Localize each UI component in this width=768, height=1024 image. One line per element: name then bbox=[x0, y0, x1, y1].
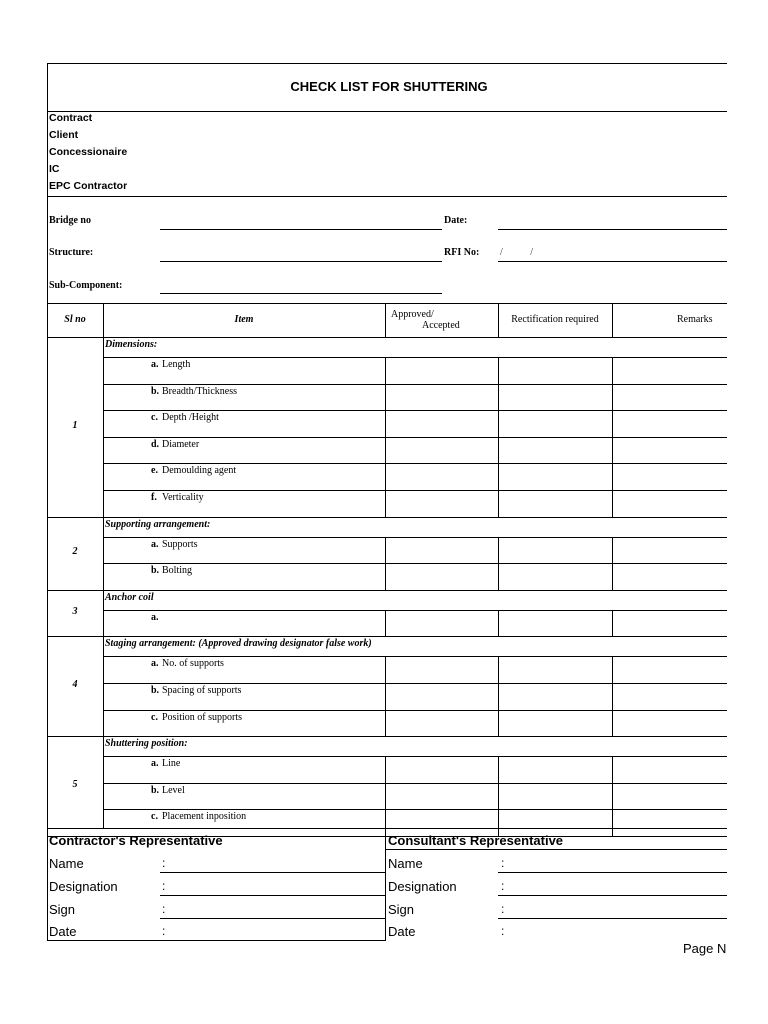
approved-header-line1: Approved/ bbox=[391, 309, 434, 320]
rectification-cell[interactable] bbox=[499, 491, 611, 516]
item-text: No. of supports bbox=[162, 658, 224, 670]
approved-cell[interactable] bbox=[386, 491, 497, 516]
rectification-cell[interactable] bbox=[499, 411, 611, 436]
signature-top-line bbox=[47, 828, 727, 829]
col-line bbox=[498, 357, 499, 517]
contractor-designation-colon: : bbox=[162, 879, 166, 893]
approved-cell[interactable] bbox=[386, 757, 497, 782]
consultant-rep-heading: Consultant's Representative bbox=[388, 833, 564, 848]
col-line bbox=[385, 357, 386, 517]
col-line bbox=[612, 610, 613, 637]
rectification-cell[interactable] bbox=[499, 757, 611, 782]
item-row-line bbox=[103, 590, 727, 591]
consultant-designation-colon: : bbox=[501, 879, 505, 893]
item-text: Depth /Height bbox=[162, 412, 219, 424]
top-border bbox=[47, 63, 727, 64]
section-title: Supporting arrangement: bbox=[105, 518, 211, 530]
col-line bbox=[498, 656, 499, 736]
rectification-cell[interactable] bbox=[499, 684, 611, 709]
section-bottom-line bbox=[47, 636, 103, 637]
remarks-header: Remarks bbox=[677, 314, 713, 325]
remarks-cell[interactable] bbox=[613, 657, 726, 682]
item-letter: b. bbox=[151, 685, 160, 696]
item-text: Breadth/Thickness bbox=[162, 385, 237, 397]
remarks-cell[interactable] bbox=[613, 538, 726, 563]
rectification-cell[interactable] bbox=[499, 438, 611, 463]
sub-component-field[interactable] bbox=[160, 293, 442, 294]
structure-field[interactable] bbox=[160, 261, 442, 262]
col-line-approved bbox=[498, 303, 499, 337]
col-line-rect bbox=[612, 303, 613, 337]
rfi-no-field[interactable] bbox=[498, 261, 727, 262]
approved-cell[interactable] bbox=[386, 711, 497, 736]
contractor-heading-line bbox=[385, 849, 727, 850]
consultant-name-field[interactable] bbox=[498, 872, 727, 873]
item-letter: b. bbox=[151, 784, 160, 796]
col-line bbox=[612, 656, 613, 736]
contractor-name-field[interactable] bbox=[160, 872, 385, 873]
contractor-sign-field[interactable] bbox=[160, 918, 385, 919]
sl-no-header: Sl no bbox=[64, 314, 86, 325]
signature-bottom-line bbox=[47, 940, 385, 941]
rfi-no-label: RFI No: bbox=[444, 247, 480, 258]
remarks-cell[interactable] bbox=[613, 438, 726, 463]
approved-cell[interactable] bbox=[386, 438, 497, 463]
col-line bbox=[612, 537, 613, 590]
item-text: Verticality bbox=[162, 492, 204, 503]
structure-label: Structure: bbox=[49, 247, 94, 258]
item-letter: c. bbox=[151, 811, 158, 823]
rectification-cell[interactable] bbox=[499, 538, 611, 563]
rectification-cell[interactable] bbox=[499, 464, 611, 489]
approved-cell[interactable] bbox=[386, 538, 497, 563]
rectification-cell[interactable] bbox=[499, 784, 611, 809]
col-line bbox=[498, 610, 499, 637]
section-bottom-line bbox=[47, 517, 103, 518]
item-letter: a. bbox=[151, 658, 159, 670]
rectification-cell[interactable] bbox=[499, 564, 611, 589]
consultant-date-colon: : bbox=[501, 924, 505, 938]
item-text: Supports bbox=[162, 538, 198, 550]
item-text: Position of supports bbox=[162, 711, 243, 723]
approved-cell[interactable] bbox=[386, 784, 497, 809]
item-text: Placement inposition bbox=[162, 811, 247, 823]
item-text: Line bbox=[162, 758, 181, 770]
remarks-cell[interactable] bbox=[613, 464, 726, 489]
consultant-designation-label: Designation bbox=[388, 879, 457, 894]
rfi-no-value: / / bbox=[500, 247, 534, 258]
remarks-cell[interactable] bbox=[613, 784, 726, 809]
page-title: CHECK LIST FOR SHUTTERING bbox=[290, 79, 488, 94]
item-text: Length bbox=[162, 359, 191, 370]
col-line bbox=[385, 610, 386, 637]
rectification-cell[interactable] bbox=[499, 711, 611, 736]
contractor-date-label: Date bbox=[49, 924, 77, 939]
remarks-cell[interactable] bbox=[613, 564, 726, 589]
bridge-no-label: Bridge no bbox=[49, 215, 91, 226]
sl-number: 3 bbox=[72, 606, 78, 617]
item-text: Level bbox=[162, 784, 185, 796]
item-letter: e. bbox=[151, 465, 158, 477]
rectification-cell[interactable] bbox=[499, 385, 611, 410]
col-line bbox=[498, 537, 499, 590]
item-text: Spacing of supports bbox=[162, 685, 242, 696]
contractor-name-colon: : bbox=[162, 856, 166, 870]
item-row-line bbox=[103, 736, 727, 737]
section-bottom-line bbox=[47, 736, 103, 737]
concessionaire-label: Concessionaire bbox=[49, 146, 128, 158]
item-letter: a. bbox=[151, 611, 159, 623]
sl-number: 2 bbox=[72, 546, 78, 557]
item-header: Item bbox=[234, 314, 254, 325]
table-top-line bbox=[47, 303, 727, 304]
contractor-sign-label: Sign bbox=[49, 902, 76, 917]
remarks-cell[interactable] bbox=[613, 757, 726, 782]
approved-cell[interactable] bbox=[386, 684, 497, 709]
consultant-name-colon: : bbox=[501, 856, 505, 870]
consultant-name-label: Name bbox=[388, 856, 423, 871]
section-title: Shuttering position: bbox=[105, 738, 188, 750]
item-row-line bbox=[103, 636, 727, 637]
remarks-cell[interactable] bbox=[613, 358, 726, 383]
rectification-cell[interactable] bbox=[499, 657, 611, 682]
client-label: Client bbox=[49, 129, 79, 141]
date-label: Date: bbox=[444, 215, 468, 226]
epc-contractor-label: EPC Contractor bbox=[49, 180, 128, 192]
section-title: Anchor coil bbox=[105, 591, 154, 603]
section-bottom-line bbox=[47, 590, 103, 591]
remarks-cell[interactable] bbox=[613, 684, 726, 709]
approved-cell[interactable] bbox=[386, 657, 497, 682]
remarks-cell[interactable] bbox=[613, 385, 726, 410]
consultant-sign-label: Sign bbox=[388, 902, 415, 917]
col-line-item bbox=[385, 303, 386, 337]
table-header-bottom-line bbox=[47, 337, 727, 338]
approved-cell[interactable] bbox=[386, 810, 497, 835]
item-letter: a. bbox=[151, 359, 159, 370]
item-letter: a. bbox=[151, 538, 159, 550]
approved-cell[interactable] bbox=[386, 464, 497, 489]
approved-cell[interactable] bbox=[386, 411, 497, 436]
contractor-rep-heading: Contractor's Representative bbox=[49, 833, 223, 848]
approved-cell[interactable] bbox=[386, 385, 497, 410]
item-text: Diameter bbox=[162, 438, 200, 450]
section-title: Dimensions: bbox=[105, 339, 158, 350]
col-line bbox=[498, 756, 499, 836]
rectification-cell[interactable] bbox=[499, 810, 611, 835]
col-line bbox=[385, 537, 386, 590]
consultant-sign-field[interactable] bbox=[498, 918, 727, 919]
item-letter: b. bbox=[151, 565, 160, 577]
approved-cell[interactable] bbox=[386, 611, 497, 636]
remarks-cell[interactable] bbox=[613, 611, 726, 636]
col-line bbox=[612, 756, 613, 836]
contractor-date-colon: : bbox=[162, 924, 166, 938]
section-title: Staging arrangement: (Approved drawing designator false work) bbox=[105, 638, 372, 650]
item-letter: c. bbox=[151, 412, 158, 424]
item-letter: d. bbox=[151, 438, 160, 450]
page-number: Page N bbox=[683, 941, 727, 956]
item-letter: f. bbox=[151, 492, 157, 503]
sl-number: 5 bbox=[72, 779, 78, 790]
signature-divider bbox=[385, 828, 386, 941]
contractor-designation-label: Designation bbox=[49, 879, 118, 894]
item-letter: a. bbox=[151, 758, 159, 770]
rectification-cell[interactable] bbox=[499, 358, 611, 383]
rectification-cell[interactable] bbox=[499, 611, 611, 636]
consultant-designation-field[interactable] bbox=[498, 895, 727, 896]
col-line bbox=[385, 756, 386, 836]
approved-cell[interactable] bbox=[386, 358, 497, 383]
col-line-sl bbox=[103, 303, 104, 828]
remarks-cell[interactable] bbox=[613, 810, 726, 835]
bridge-no-field[interactable] bbox=[160, 229, 442, 230]
item-text: Demoulding agent bbox=[162, 465, 237, 477]
consultant-date-label: Date bbox=[388, 924, 416, 939]
approved-cell[interactable] bbox=[386, 564, 497, 589]
ic-label: IC bbox=[49, 163, 60, 175]
rectification-header: Rectification required bbox=[511, 314, 599, 325]
remarks-cell[interactable] bbox=[613, 491, 726, 516]
header-divider bbox=[47, 196, 727, 197]
remarks-cell[interactable] bbox=[613, 411, 726, 436]
col-line bbox=[385, 656, 386, 736]
remarks-cell[interactable] bbox=[613, 711, 726, 736]
approved-header-line2: Accepted bbox=[422, 320, 460, 331]
item-letter: b. bbox=[151, 385, 160, 397]
contract-label: Contract bbox=[49, 112, 93, 124]
sub-component-label: Sub-Component: bbox=[49, 280, 123, 291]
item-text: Bolting bbox=[162, 565, 193, 577]
item-letter: c. bbox=[151, 711, 158, 723]
col-line bbox=[612, 357, 613, 517]
consultant-sign-colon: : bbox=[501, 902, 505, 916]
date-field[interactable] bbox=[498, 229, 727, 230]
title-divider bbox=[47, 111, 727, 112]
contractor-sign-colon: : bbox=[162, 902, 166, 916]
left-border bbox=[47, 63, 48, 941]
sl-number: 4 bbox=[72, 679, 78, 690]
sl-number: 1 bbox=[72, 420, 78, 431]
contractor-designation-field[interactable] bbox=[160, 895, 385, 896]
contractor-name-label: Name bbox=[49, 856, 84, 871]
